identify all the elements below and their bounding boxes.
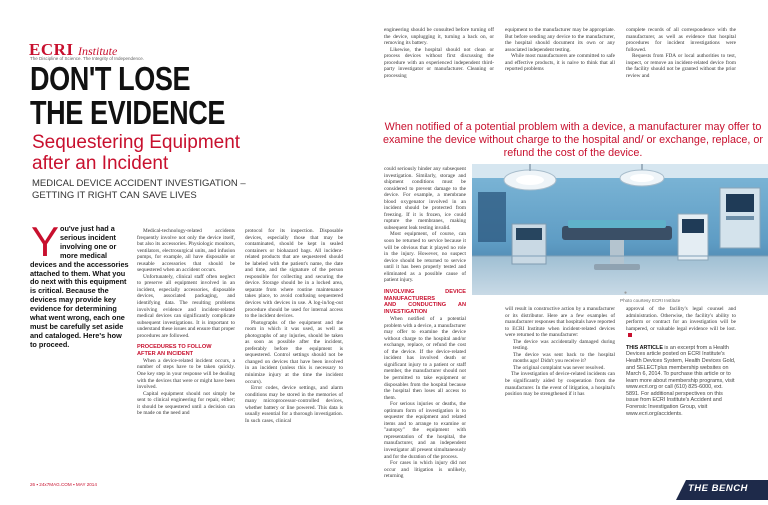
article-column-4 bbox=[384, 166, 466, 478]
list-item: • The device was sent back to the hospital months ago! Didn't you receive it? bbox=[513, 352, 615, 365]
paragraph: While most manufacturers are committed to safe and effective products, it is naive to think that all reported problems bbox=[505, 53, 615, 73]
paragraph: Photographs of the equipment and the room in which it was used, as well as photographs of any injuries, should be taken as soon as possible after the incident, preferably before the equipment is sequestered. Control settings should not be changed on devices that have been involved in an incident (unless this is necessary to minimize injury at the time the incident occurs). bbox=[245, 319, 343, 385]
logo-tagline: The Discipline of Science. The Integrity of Independence. bbox=[30, 56, 144, 61]
article-column-5-top bbox=[505, 27, 615, 113]
paragraph: For serious injuries or deaths, the optimum form of investigation is to sequester the equipment and related items and to arrange to examine or "autopsy" the equipment with representation of the hospital, the manufacturer, and an independent investigator all present simultaneously and for the duration of the process. bbox=[384, 401, 466, 460]
paragraph: Requests from FDA or local authorities to test, inspect, or remove an incident-related device from the facility should not be granted without the prior review and bbox=[626, 53, 736, 79]
paragraph: Medical-technology-related accidents frequently involve not only the device itself, but also its accessories. Physiologic monitors, ventilators, electrosurgical units, and infusion pumps, for example, all have disposable or reusable accessories that should be sequestered when an accident occurs. bbox=[137, 228, 235, 274]
section-heading: INVOLVING DEVICE MANUFACTURERS bbox=[384, 288, 466, 302]
article-note bbox=[626, 345, 736, 418]
deck-line-1: MEDICAL DEVICE ACCIDENT INVESTIGATION – bbox=[32, 178, 246, 189]
subhead-line-2: after an Incident bbox=[32, 153, 169, 174]
page-footer: 26 ▪ 24x7MAG.COM ▪ MAY 2014 bbox=[30, 482, 97, 487]
paragraph: protocol for its inspection. Disposable devices, especially those that may be contaminated, should be kept in sealed containers or biohazard bags. All incident-related products that are sequestered should be labeled with the patient's name, the date and time, and the signature of the person responsible for collecting and securing the device. Storage should be in a locked area, separate from where routine maintenance takes place, to avoid confusing sequestered devices with devices in use. A log-in/log-out procedure should be used for internal access to the incident devices. bbox=[245, 228, 343, 320]
paragraph: Unfortunately, clinical staff often neglect to preserve all equipment involved in an incident, especially accessories, disposable devices, associated packaging, and identifying data. The resulting problems involving evidence and incident-related medical devices can significantly complicate subsequent investigations. It is important to understand these issues and ensure that proper procedures are followed. bbox=[137, 273, 235, 339]
note-text: is an excerpt from a Health Devices article posted on ECRI Institute's Health Devices System, Health Devices Gold, and SELECTplus membership websites on March 6, 2014. To purchase this article or to learn more about membership programs, visit www.ecri.org or call (610) 825-6000, ext. 5891. For additional perspectives on this issue from ECRI Institute's Accident and Forensic Investigation Group, visit www.ecri.org/accidents. bbox=[626, 344, 736, 417]
paragraph: The investigation of device-related incidents can be significantly aided by cooperation from the manufacturer. In the event of litigation, a hospital's position may be strengthened if it has bbox=[505, 371, 615, 398]
ecri-logo-institute: Institute bbox=[78, 44, 118, 58]
article-column-6-top bbox=[626, 27, 736, 113]
article-column-3 bbox=[245, 228, 343, 478]
list-item: • The device was accidentally damaged during testing. bbox=[513, 339, 615, 352]
paragraph: Capital equipment should not simply be sent to clinical engineering for repair, either; it should be sequestered until a decision can be made on the need and bbox=[137, 390, 235, 417]
paragraph: will result in constructive action by a manufacturer or its distributor. Here are a few examples of manufacturer responses that hospitals have reported to ECRI Institute when incident-related devices were returned to the manufacturer: bbox=[505, 306, 615, 339]
headline-line-1: DON'T LOSE bbox=[30, 60, 191, 97]
section-heading: AFTER AN INCIDENT bbox=[137, 351, 194, 358]
intro-first-lines: ou've just had a serious incident involving one or more medical bbox=[60, 224, 117, 260]
article-column-4-top bbox=[384, 27, 494, 113]
drop-cap: Y bbox=[31, 218, 60, 265]
headline-line-2: THE EVIDENCE bbox=[30, 94, 226, 131]
pull-quote: When notified of a potential problem with a device, a manufacturer may offer to examine the device without charge to the hospital and/ or exchange, replace, or refund the cost of the device. bbox=[383, 121, 763, 160]
end-mark-icon bbox=[628, 333, 632, 337]
operating-room-photo bbox=[472, 164, 768, 295]
article-column-5 bbox=[505, 306, 615, 478]
closing-paragraph bbox=[626, 306, 736, 339]
photo-caption: Photo courtesy ECRI Institute bbox=[620, 298, 681, 303]
intro-paragraph bbox=[30, 225, 130, 350]
deck-line-2: GETTING IT RIGHT CAN SAVE LIVES bbox=[32, 190, 197, 201]
paragraph: When notified of a potential problem with a device, a manufacturer may offer to examine the device without charge to the hospital and/or exchange, replace, or refund the cost of the device. If the device-related incident has involved death or significant injury to a patient or staff member, the manufacturer should not be permitted to take equipment or disposables from the hospital because the hospital then loses all access to them. bbox=[384, 316, 466, 401]
intro-rest: devices and the accessories attached to them. What you do next with this equipment is critical. Because the devices may provide key evidence for determining what went wrong, each one must be carefully set aside and cataloged. Here's how to proceed. bbox=[30, 259, 129, 349]
section-heading: PROCEDURES TO FOLLOW bbox=[137, 344, 212, 351]
camera-icon: ● bbox=[624, 290, 628, 296]
paragraph: For cases in which injury did not occur and litigation is unlikely, returning bbox=[384, 460, 466, 478]
section-heading: AND CONDUCTING AN INVESTIGATION bbox=[384, 302, 466, 316]
paragraph: equipment to the manufacturer may be appropriate. But before sending any device to the manufacturer, the hospital should document its own or any associated independent testing. bbox=[505, 27, 615, 53]
paragraph: When a device-related incident occurs, a number of steps have to be taken quickly. One key step in your response will be dealing with the devices that were or might have been involved. bbox=[137, 357, 235, 391]
article-column-2 bbox=[137, 228, 235, 478]
paragraph-text: approval of the facility's legal counsel and administration. Otherwise, the facility's ability to perform or contract for an investigation will be hampered, or valuable legal evidence will be lost. bbox=[626, 306, 736, 332]
paragraph: engineering should be consulted before turning off the device, unplugging it, turning a back on, or removing its battery. bbox=[384, 27, 494, 47]
subhead-line-1: Sequestering Equipment bbox=[32, 132, 241, 153]
article-column-6 bbox=[626, 306, 736, 478]
paragraph: Error codes, device settings, and alarm conditions may be stored in the memories of many microprocessor-controlled devices, whether battery or line powered. This data is usually essential for a thorough investigation. In such cases, clinical bbox=[245, 385, 343, 424]
response-list bbox=[505, 339, 615, 372]
ecri-logo: ECRI bbox=[29, 40, 74, 59]
paragraph: Likewise, the hospital should not clean or process devices without first discussing the procedure with an experienced independent third-party investigator or manufacturer. Cleaning or processing bbox=[384, 46, 494, 79]
section-label: THE BENCH bbox=[688, 483, 748, 494]
paragraph: complete records of all correspondence with the manufacturer, as well as evidence that hospital procedures for incident investigations were followed. bbox=[626, 27, 736, 53]
list-item: • The original complaint was never resolved. bbox=[513, 365, 615, 372]
paragraph: Most equipment, of course, can soon be returned to service because it will be obvious that it played no role in the injury. However, no suspect device should be returned to service until it has been properly tested and eliminated as a possible cause of patient injury. bbox=[384, 231, 466, 284]
paragraph: could seriously hinder any subsequent investigation. Similarly, storage and shipment conditions must be considered to prevent damage to the device. For example, a membrane blood oxygenator involved in an incident should be protected from freezing. If it is frozen, ice could rupture the membranes, making subsequent leak testing invalid. bbox=[384, 166, 466, 231]
note-label: THIS ARTICLE bbox=[626, 344, 663, 351]
